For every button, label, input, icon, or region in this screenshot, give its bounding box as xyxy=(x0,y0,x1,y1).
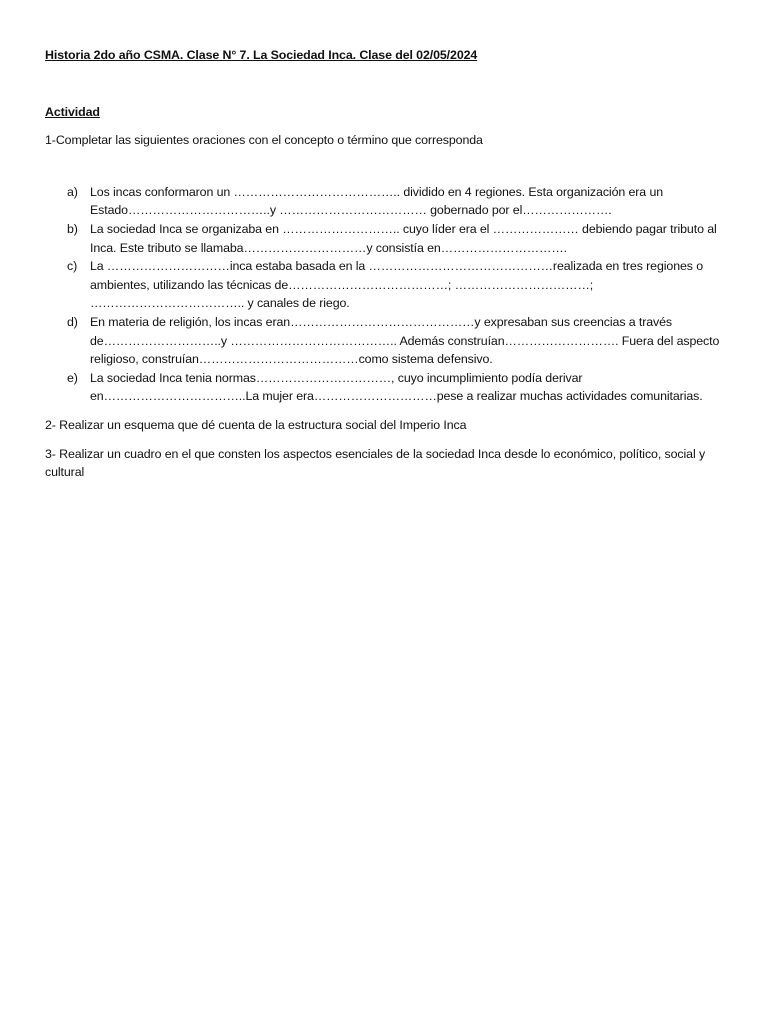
list-item-text: En materia de religión, los incas eran………………………………………y expresaban sus creencias a través de………………………..y ………………………………….. Además construían………………………. Fuera del aspecto religioso, construían…………………………………como sistema defensivo. xyxy=(90,314,720,367)
list-item xyxy=(45,220,725,257)
list-item-marker: c) xyxy=(67,259,78,274)
list-item-text: La sociedad Inca tenia normas……………………………, cuyo incumplimiento podía derivar en……………………………..La mujer era…………………………pese a realizar muchas actividades comunitarias. xyxy=(90,370,703,404)
list-item-text: La …………………………inca estaba basada en la ………………………………………realizada en tres regiones o ambientes, utilizando las técnicas de…………………………………; ……………………………; ……………………………….. y canales de riego. xyxy=(90,259,704,311)
list-item-marker: d) xyxy=(67,314,78,329)
list-item-marker: a) xyxy=(67,184,78,199)
list-item-marker: e) xyxy=(67,370,78,385)
activity-heading: Actividad xyxy=(45,104,100,119)
list-item-text: La sociedad Inca se organizaba en ……………………….. cuyo líder era el ………………… debiendo pagar tributo al Inca. Este tributo se llamaba…………………………y consistía en…………………………. xyxy=(90,221,717,255)
fill-in-list xyxy=(45,183,725,406)
list-item xyxy=(45,369,725,406)
list-item-marker: b) xyxy=(67,221,78,236)
document-page xyxy=(45,46,725,482)
document-title: Historia 2do año CSMA. Clase N° 7. La Sociedad Inca. Clase del 02/05/2024 xyxy=(45,48,478,62)
instruction-text: 1-Completar las siguientes oraciones con el concepto o término que corresponda xyxy=(45,133,483,148)
list-item xyxy=(45,257,725,313)
list-item xyxy=(45,183,725,220)
task-2-text: 2- Realizar un esquema que dé cuenta de la estructura social del Imperio Inca xyxy=(45,417,467,432)
list-item xyxy=(45,313,725,369)
task-3-text: 3- Realizar un cuadro en el que consten los aspectos esenciales de la sociedad Inca desde lo económico, político, social y cultural xyxy=(45,446,706,480)
list-item-text: Los incas conformaron un ………………………………….. dividido en 4 regiones. Esta organización era un Estado……………………………..y ……………………………… gobernado por el…………………. xyxy=(90,184,664,218)
